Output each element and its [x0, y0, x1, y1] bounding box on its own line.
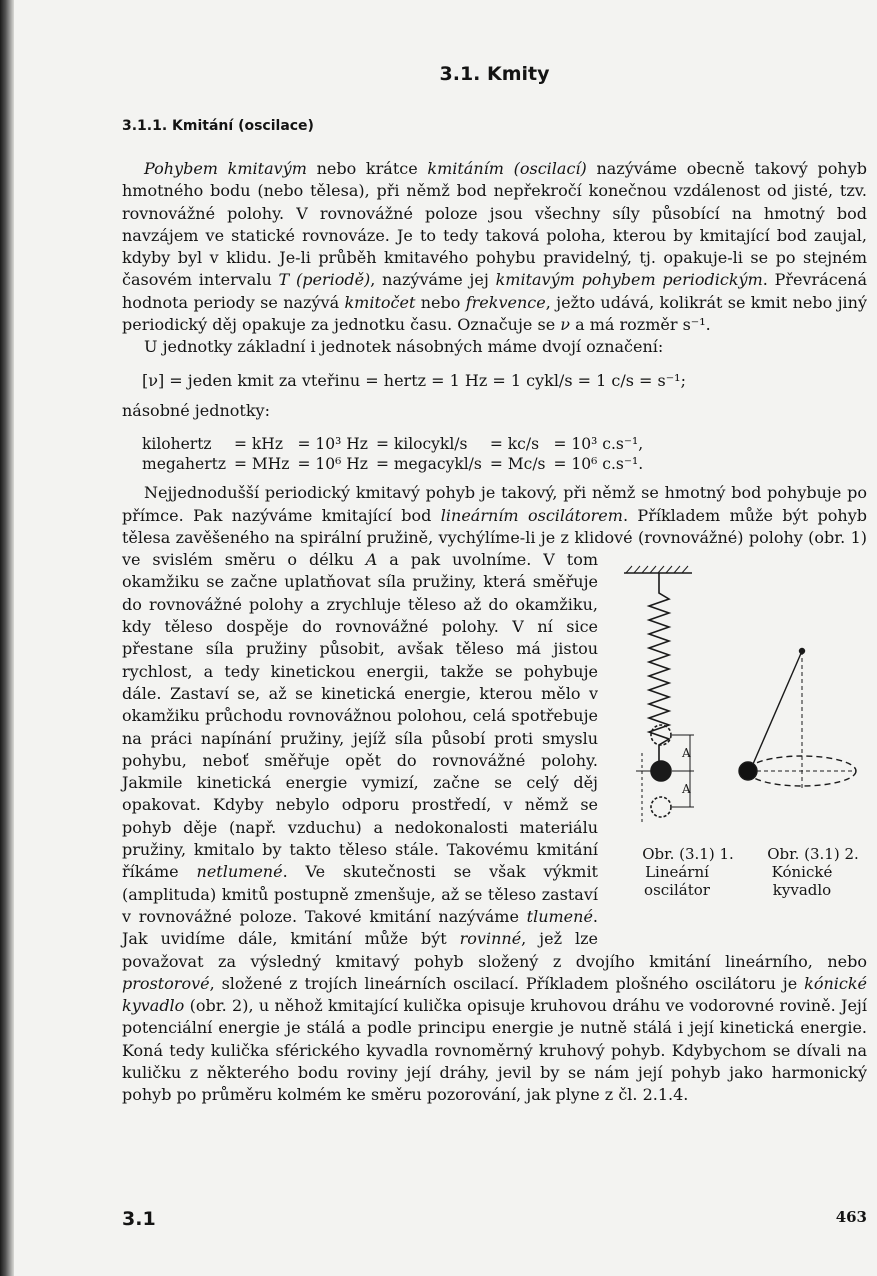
- amplitude-label-upper: A: [682, 746, 691, 761]
- body-text: [122, 158, 867, 1107]
- units-row: [142, 454, 651, 474]
- section-title: 3.1.1. Kmitání (oscilace): [122, 118, 314, 134]
- lower-position-circle: [651, 797, 671, 817]
- paragraph-definition: [122, 158, 867, 336]
- unit-abbr: = MHz: [234, 455, 290, 474]
- text-span: (obr. 2), u něhož kmitající kulička opisuje kruhovou dráhu ve vodorovné rovině. Její potenciální energie je stálá a podle principu energie je nutně stálá i její kinetická energie. Koná tedy kulička sférického kyvadla rovnoměrný kruhový pohyb. Kdybychom se dívali na kuličku z některého bodu roviny její dráhy, jevil by se nám její pohyb jako harmonický pohyb po průměru kolmém ke směru pozorování, jak plyne z čl. 2.1.4.: [122, 996, 867, 1105]
- text-span: Nejjednodušší periodický kmitavý pohyb je takový, při němž se hmotný bod pohybuje po přímce. Pak nazýváme kmitající bod: [122, 483, 867, 525]
- pendulum-bob: [739, 762, 757, 780]
- text-span: a má rozměr s⁻¹.: [569, 315, 711, 335]
- unit-value: = 10³ c.s⁻¹,: [553, 435, 644, 454]
- term-rovinne: rovinné: [459, 929, 522, 949]
- figure-1-caption: [612, 845, 742, 899]
- caption-line: Lineární: [645, 863, 709, 882]
- symbol-nu: ν: [560, 315, 570, 335]
- text-span: a pak uvolníme. V tom okamžiku se začne uplatňovat síla pružiny, která směřuje do rovnovážné polohy a zrychluje těleso až do okamžiku, kdy těleso dospěje do rovnovážné polohy. V ní sice přestane síla pružiny působit, avšak těleso má jistou rychlost, a tedy kinetickou energii, takže se pohybuje dále. Zastaví se, až se kinetická energie, kterou mělo v okamžiku průchodu rovnovážnou polohou, celá spotřebuje na práci napínání pružiny, jejíž síla působí proti smyslu pohybu, neboť směřuje opět do rovnovážné polohy. Jakmile kinetická energie vymizí, začne se celý děj opakovat. Kdyby nebylo odporu prostředí, v němž se pohyb děje (např. vzduchu) a nedokonalosti materiálu pružiny, kmitalo by takto těleso stále. Takovému kmitání říkáme: [122, 550, 598, 882]
- text-span: nebo krátce: [306, 159, 428, 178]
- amplitude-label-lower: A: [682, 782, 691, 797]
- book-spine-shadow: [0, 0, 14, 1276]
- term-tlumene: tlumené: [526, 906, 593, 926]
- figure-conical-pendulum: [739, 649, 856, 789]
- text-span: , nazýváme jej: [370, 270, 496, 290]
- paragraph-oscillator: [122, 482, 867, 1106]
- text-span: , složené z trojích lineárních oscilací. Příkladem plošného oscilátoru je: [209, 973, 805, 993]
- text-span: . Příkladem může být pohyb tělesa zavěšeného na spirální pružině, vychýlíme-li je z klidové (rovnovážné) polohy (obr. 1) ve svislém směru o délku: [122, 505, 867, 570]
- text-span: nazýváme obecně takový pohyb hmotného bodu (nebo tělesa), při němž bod nepřekročí konečnou vzdálenost od jisté, tzv. rovnovážné polohy. V rovnovážné poloze jsou všechny síly působící na hmotný bod navzájem ve statické rovnováze. Je to tedy taková poloha, kterou by kmitající bod zaujal, kdyby byl v klidu. Je-li průběh kmitavého pohybu pravidelný, tj. opakuje-li se po stejném časovém intervalu: [122, 159, 867, 290]
- caption-line: Obr. (3.1) 1.: [642, 845, 734, 864]
- page-number: 463: [835, 1208, 867, 1226]
- caption-line: oscilátor: [644, 881, 710, 900]
- mass-ball: [651, 761, 671, 781]
- caption-line: Kónické: [771, 863, 833, 882]
- text-span: . Jak uvidíme dále, kmitání může být: [122, 906, 598, 949]
- figures: [612, 553, 867, 933]
- term-netlumene: netlumené: [196, 862, 283, 882]
- unit-cycl: = megacykl/s: [375, 455, 482, 474]
- units-row: [142, 434, 651, 454]
- unit-name: megahertz: [142, 455, 226, 474]
- term-konicke-kyvadlo: kónické kyvadlo: [122, 973, 867, 1016]
- unit-cs: = Mc/s: [489, 455, 546, 474]
- term-kmitocet: kmitočet: [344, 292, 416, 312]
- caption-line: kyvadlo: [772, 881, 832, 900]
- term-linearni-oscilator: lineárním oscilátorem: [440, 505, 623, 525]
- text-span: , ježto udává, kolikrát se kmit nebo jiný periodický děj opakuje za jednotku času. Označuje se: [122, 292, 867, 335]
- unit-abbr: = kHz: [234, 435, 283, 454]
- formula-hertz: [ν] = jeden kmit za vteřinu = hertz = 1 Hz = 1 cykl/s = 1 c/s = s⁻¹;: [142, 370, 686, 390]
- term-frekvence: frekvence: [465, 292, 546, 312]
- text-span: , jež lze považovat za výsledný kmitavý pohyb složený z dvojího kmitání lineárního, nebo: [122, 929, 867, 971]
- unit-name: kilohertz: [142, 435, 212, 454]
- unit-hz: = 10⁶ Hz: [297, 455, 368, 474]
- unit-cycl: = kilocykl/s: [375, 435, 468, 454]
- book-page: [122, 0, 867, 1276]
- figure-2-caption: [737, 845, 867, 899]
- text-span: . Ve skutečnosti se však výkmit (amplituda) kmitů postupně zmenšuje, až se těleso zastaví v rovnovážné poloze. Takové kmitání nazýváme: [122, 862, 598, 926]
- term-kmitavy-pohyb: Pohybem kmitavým: [144, 159, 307, 178]
- pendulum-string: [750, 651, 802, 771]
- units-table: [142, 434, 651, 474]
- term-prostorove: prostorové: [122, 973, 210, 993]
- symbol-amplitude: A: [365, 550, 378, 570]
- unit-cs: = kc/s: [489, 435, 540, 454]
- text-span: nebo: [415, 292, 466, 312]
- unit-value: = 10⁶ c.s⁻¹.: [553, 455, 644, 474]
- term-perioda: T (periodě): [278, 270, 371, 290]
- chapter-title: 3.1. Kmity: [439, 63, 550, 85]
- caption-line: Obr. (3.1) 2.: [767, 845, 859, 864]
- paragraph-units-intro: U jednotky základní i jednotek násobných máme dvojí označení:: [144, 337, 664, 357]
- spiral-spring: [649, 573, 669, 763]
- unit-hz: = 10³ Hz: [297, 435, 368, 454]
- text-span: . Převrácená hodnota periody se nazývá: [122, 270, 868, 312]
- figures-drawing: [612, 553, 867, 843]
- paragraph-multiple-units: násobné jednotky:: [122, 400, 270, 420]
- term-kmitani: kmitáním (oscilací): [427, 159, 587, 178]
- ceiling-hatch: [626, 566, 688, 573]
- footer-section-number: 3.1: [122, 1208, 156, 1230]
- term-periodicky: kmitavým pohybem periodickým: [495, 270, 763, 290]
